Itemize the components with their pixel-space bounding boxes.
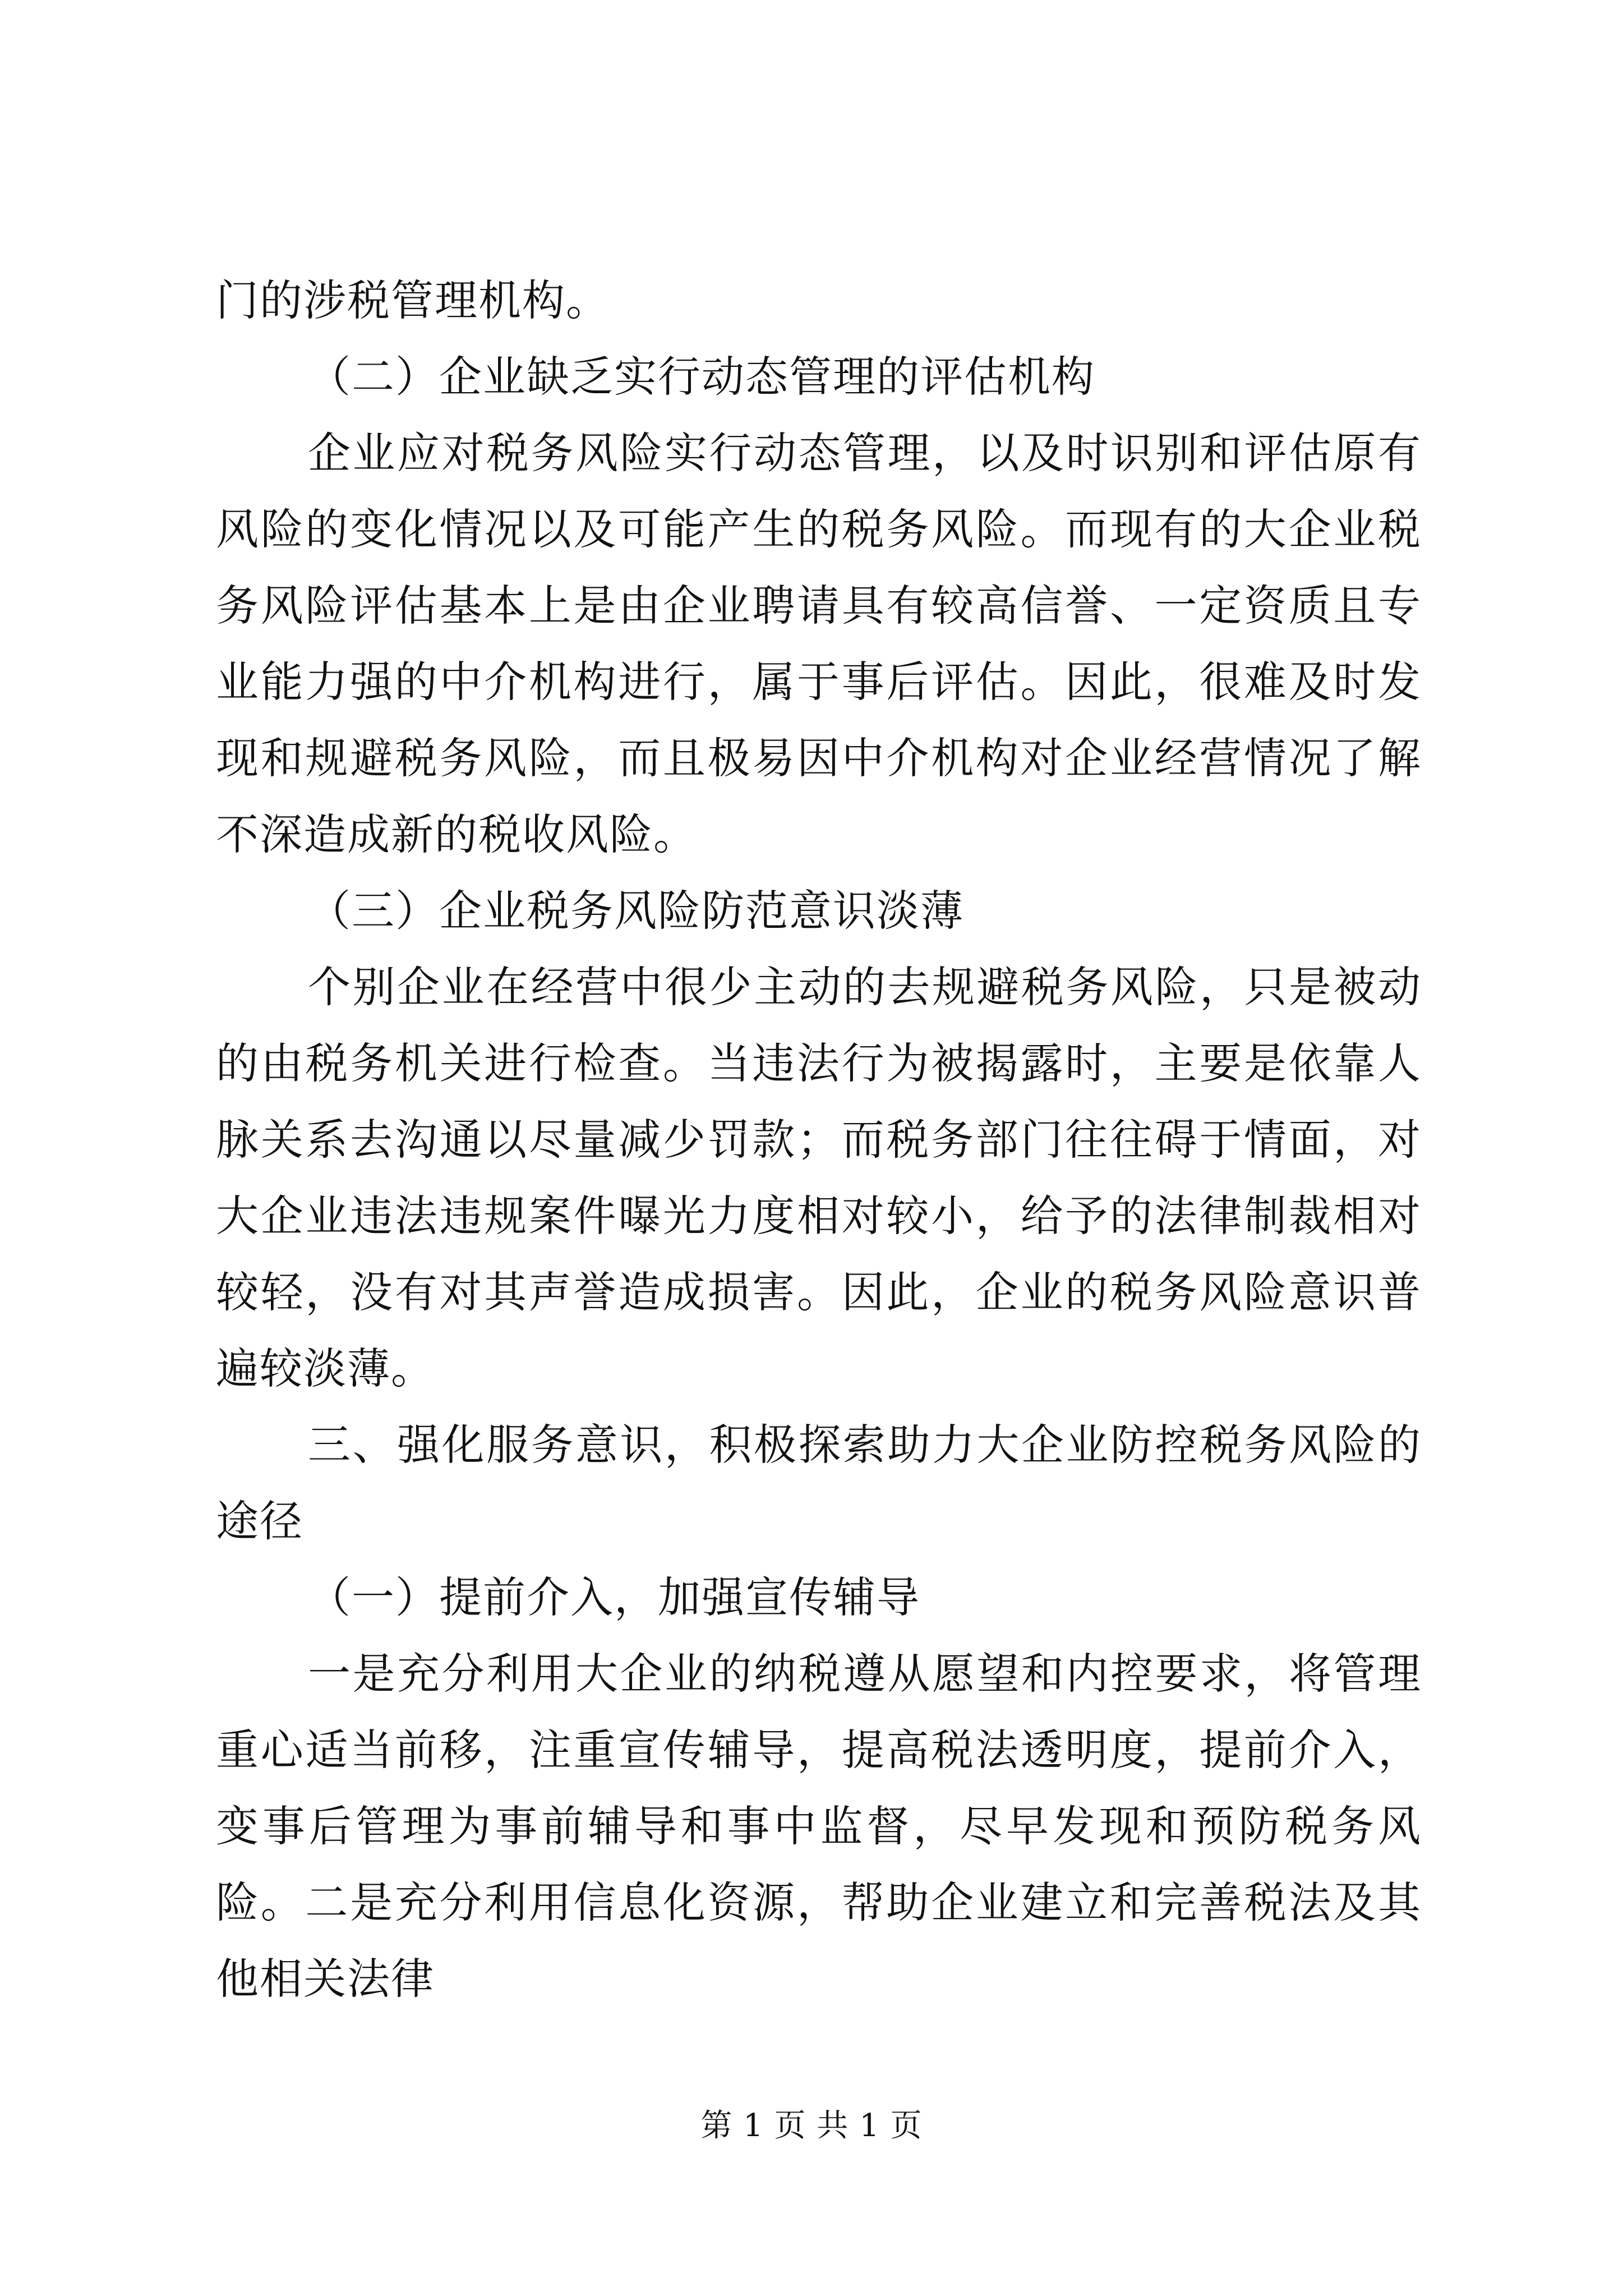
page-footer: 第 1 页 共 1 页 xyxy=(700,2108,923,2144)
paragraph-body: 个别企业在经营中很少主动的去规避税务风险，只是被动的由税务机关进行检查。当违法行为被揭露时，主要是依靠人脉关系去沟通以尽量减少罚款；而税务部门往往碍于情面，对大企业违法违规案件曝光力度相对较小，给予的法律制裁相对较轻，没有对其声誉造成损害。因此，企业的税务风险意识普遍较淡薄。 xyxy=(216,962,1422,1393)
document-body xyxy=(216,263,1422,2017)
paragraph-body: 企业应对税务风险实行动态管理，以及时识别和评估原有风险的变化情况以及可能产生的税务风险。而现有的大企业税务风险评估基本上是由企业聘请具有较高信誉、一定资质且专业能力强的中介机构进行，属于事后评估。因此，很难及时发现和规避税务风险，而且极易因中介机构对企业经营情况了解不深造成新的税收风险。 xyxy=(216,428,1422,859)
section-heading-3: （三）企业税务风险防范意识淡薄 xyxy=(308,886,964,936)
paragraph-continuation: 门的涉税管理机构。 xyxy=(216,275,610,325)
section-heading-2: （二）企业缺乏实行动态管理的评估机构 xyxy=(308,352,1095,402)
section-heading-1: （一）提前介入，加强宣传辅导 xyxy=(308,1572,920,1622)
chapter-heading: 三、强化服务意识，积极探索助力大企业防控税务风险的途径 xyxy=(216,1420,1422,1546)
paragraph-body: 一是充分利用大企业的纳税遵从愿望和内控要求，将管理重心适当前移，注重宣传辅导，提高税法透明度，提前介入，变事后管理为事前辅导和事中监督，尽早发现和预防税务风险。二是充分利用信息化资源，帮助企业建立和完善税法及其他相关法律 xyxy=(216,1649,1422,2004)
